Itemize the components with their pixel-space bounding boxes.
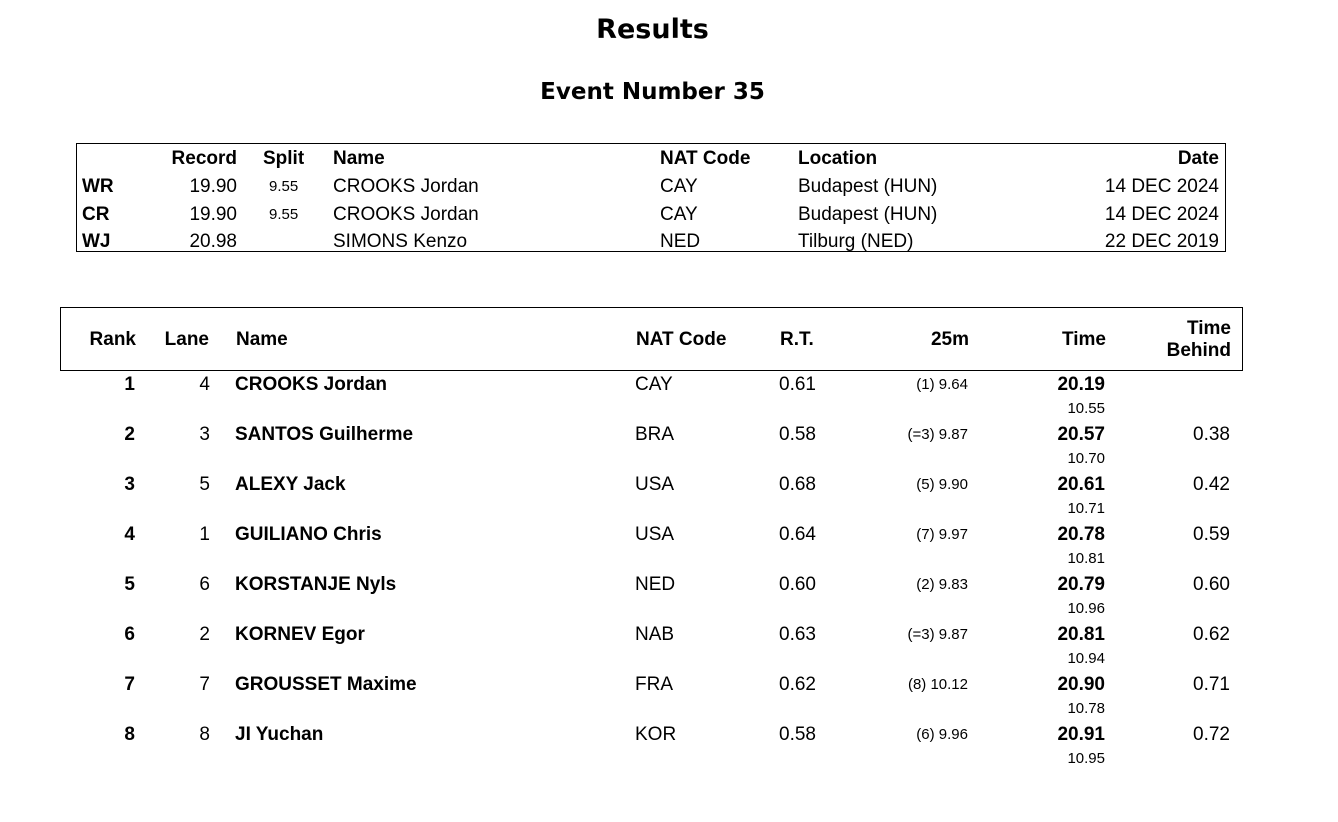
- event-title: Event Number 35: [540, 79, 765, 105]
- result-lane: 1: [199, 524, 210, 545]
- result-time: 20.78: [1057, 524, 1105, 545]
- page-title: Results: [596, 14, 709, 45]
- result-row: [60, 472, 1243, 522]
- header-rank: Rank: [89, 329, 136, 350]
- result-nat: USA: [635, 524, 675, 545]
- record-name: CROOKS Jordan: [333, 203, 479, 225]
- result-rank: 6: [124, 624, 135, 645]
- result-rank: 3: [124, 474, 135, 495]
- result-split-25m: (=3) 9.87: [907, 626, 968, 643]
- result-nat: BRA: [635, 424, 675, 445]
- record-type: WJ: [82, 231, 111, 252]
- result-name: SANTOS Guilherme: [235, 424, 414, 445]
- result-split-50m: 10.96: [1067, 600, 1105, 617]
- result-time: 20.90: [1057, 674, 1105, 695]
- result-lane: 3: [199, 424, 210, 445]
- header-25m: 25m: [930, 329, 969, 350]
- record-name: CROOKS Jordan: [333, 176, 479, 197]
- result-row: [60, 622, 1243, 672]
- result-nat: KOR: [635, 724, 677, 745]
- records-header-nat: NAT Code: [660, 148, 751, 169]
- result-split-25m: (2) 9.83: [916, 576, 968, 593]
- record-time: 19.90: [189, 203, 237, 225]
- header-lane: Lane: [164, 329, 209, 350]
- result-split-25m: (5) 9.90: [916, 476, 968, 493]
- result-row: [60, 722, 1243, 772]
- record-row: [77, 228, 1225, 256]
- result-nat: USA: [635, 474, 675, 495]
- record-row: [77, 201, 1225, 229]
- record-type: WR: [82, 176, 114, 197]
- record-type: CR: [82, 203, 110, 225]
- result-rt: 0.62: [779, 674, 816, 695]
- result-lane: 8: [199, 724, 210, 745]
- record-split: 9.55: [269, 178, 299, 195]
- result-split-50m: 10.71: [1067, 500, 1105, 517]
- result-rt: 0.68: [779, 474, 816, 495]
- result-rt: 0.58: [779, 724, 816, 745]
- result-behind: 0.59: [1193, 524, 1230, 545]
- result-time: 20.91: [1057, 724, 1105, 745]
- result-name: KORSTANJE Nyls: [235, 574, 397, 595]
- result-name: GUILIANO Chris: [235, 524, 382, 545]
- record-time: 20.98: [189, 231, 237, 252]
- result-row: [60, 372, 1243, 422]
- records-header-row: [77, 145, 1225, 173]
- header-behind-line2: Behind: [1166, 340, 1231, 361]
- result-lane: 6: [199, 574, 210, 595]
- result-behind: 0.60: [1193, 574, 1230, 595]
- records-header-location: Location: [798, 148, 878, 169]
- result-name: CROOKS Jordan: [235, 374, 388, 395]
- result-row: [60, 572, 1243, 622]
- result-split-50m: 10.78: [1067, 700, 1105, 717]
- result-row: [60, 672, 1243, 722]
- result-time: 20.61: [1057, 474, 1105, 495]
- result-split-25m: (8) 10.12: [907, 676, 968, 693]
- result-split-25m: (7) 9.97: [916, 526, 968, 543]
- result-split-50m: 10.94: [1067, 650, 1105, 667]
- result-rt: 0.61: [779, 374, 816, 395]
- result-time: 20.79: [1057, 574, 1105, 595]
- result-behind: 0.72: [1193, 724, 1230, 745]
- header-rt: R.T.: [780, 329, 814, 350]
- result-rank: 7: [124, 674, 135, 695]
- record-date: 14 DEC 2024: [1104, 203, 1219, 225]
- records-table: [76, 143, 1226, 252]
- result-rank: 5: [124, 574, 135, 595]
- result-nat: NED: [635, 574, 676, 595]
- result-rank: 2: [124, 424, 135, 445]
- result-row: [60, 522, 1243, 572]
- result-name: ALEXY Jack: [235, 474, 346, 495]
- record-time: 19.90: [189, 176, 237, 197]
- result-lane: 2: [199, 624, 210, 645]
- record-nat: NED: [660, 231, 701, 252]
- result-behind: 0.62: [1193, 624, 1230, 645]
- result-split-25m: (=3) 9.87: [907, 426, 968, 443]
- result-lane: 4: [199, 374, 210, 395]
- result-nat: FRA: [635, 674, 673, 695]
- record-location: Tilburg (NED): [798, 231, 914, 252]
- result-split-50m: 10.81: [1067, 550, 1105, 567]
- records-header-name: Name: [333, 148, 385, 169]
- record-nat: CAY: [660, 176, 698, 197]
- result-rank: 8: [124, 724, 135, 745]
- record-date: 22 DEC 2019: [1104, 231, 1219, 252]
- result-nat: CAY: [635, 374, 673, 395]
- result-rank: 1: [124, 374, 135, 395]
- result-split-50m: 10.55: [1067, 400, 1105, 417]
- result-row: [60, 422, 1243, 472]
- result-name: KORNEV Egor: [235, 624, 365, 645]
- record-split: 9.55: [269, 205, 299, 223]
- header-nat: NAT Code: [636, 329, 727, 350]
- result-behind: 0.38: [1193, 424, 1230, 445]
- record-nat: CAY: [660, 203, 698, 225]
- header-behind-line1: Time: [1186, 318, 1231, 339]
- result-nat: NAB: [635, 624, 675, 645]
- result-split-50m: 10.95: [1067, 750, 1105, 767]
- records-header-split: Split: [263, 148, 305, 169]
- result-behind: 0.42: [1193, 474, 1230, 495]
- result-split-25m: (1) 9.64: [916, 376, 968, 393]
- result-lane: 7: [199, 674, 210, 695]
- result-split-50m: 10.70: [1067, 450, 1105, 467]
- result-time: 20.19: [1057, 374, 1105, 395]
- result-name: JI Yuchan: [235, 724, 324, 745]
- result-rt: 0.58: [779, 424, 816, 445]
- record-name: SIMONS Kenzo: [333, 231, 468, 252]
- records-header-date: Date: [1177, 148, 1219, 169]
- record-date: 14 DEC 2024: [1104, 176, 1219, 197]
- header-name: Name: [236, 329, 288, 350]
- record-location: Budapest (HUN): [798, 176, 938, 197]
- result-rt: 0.63: [779, 624, 816, 645]
- result-time: 20.57: [1057, 424, 1105, 445]
- results-header: [60, 307, 1243, 371]
- record-location: Budapest (HUN): [798, 203, 938, 225]
- result-lane: 5: [199, 474, 210, 495]
- record-row: [77, 173, 1225, 201]
- result-name: GROUSSET Maxime: [235, 674, 417, 695]
- result-time: 20.81: [1057, 624, 1105, 645]
- records-header-record: Record: [171, 148, 237, 169]
- result-behind: 0.71: [1193, 674, 1230, 695]
- result-split-25m: (6) 9.96: [916, 726, 968, 743]
- header-time: Time: [1061, 329, 1106, 350]
- result-rt: 0.64: [779, 524, 816, 545]
- result-rank: 4: [124, 524, 135, 545]
- result-rt: 0.60: [779, 574, 816, 595]
